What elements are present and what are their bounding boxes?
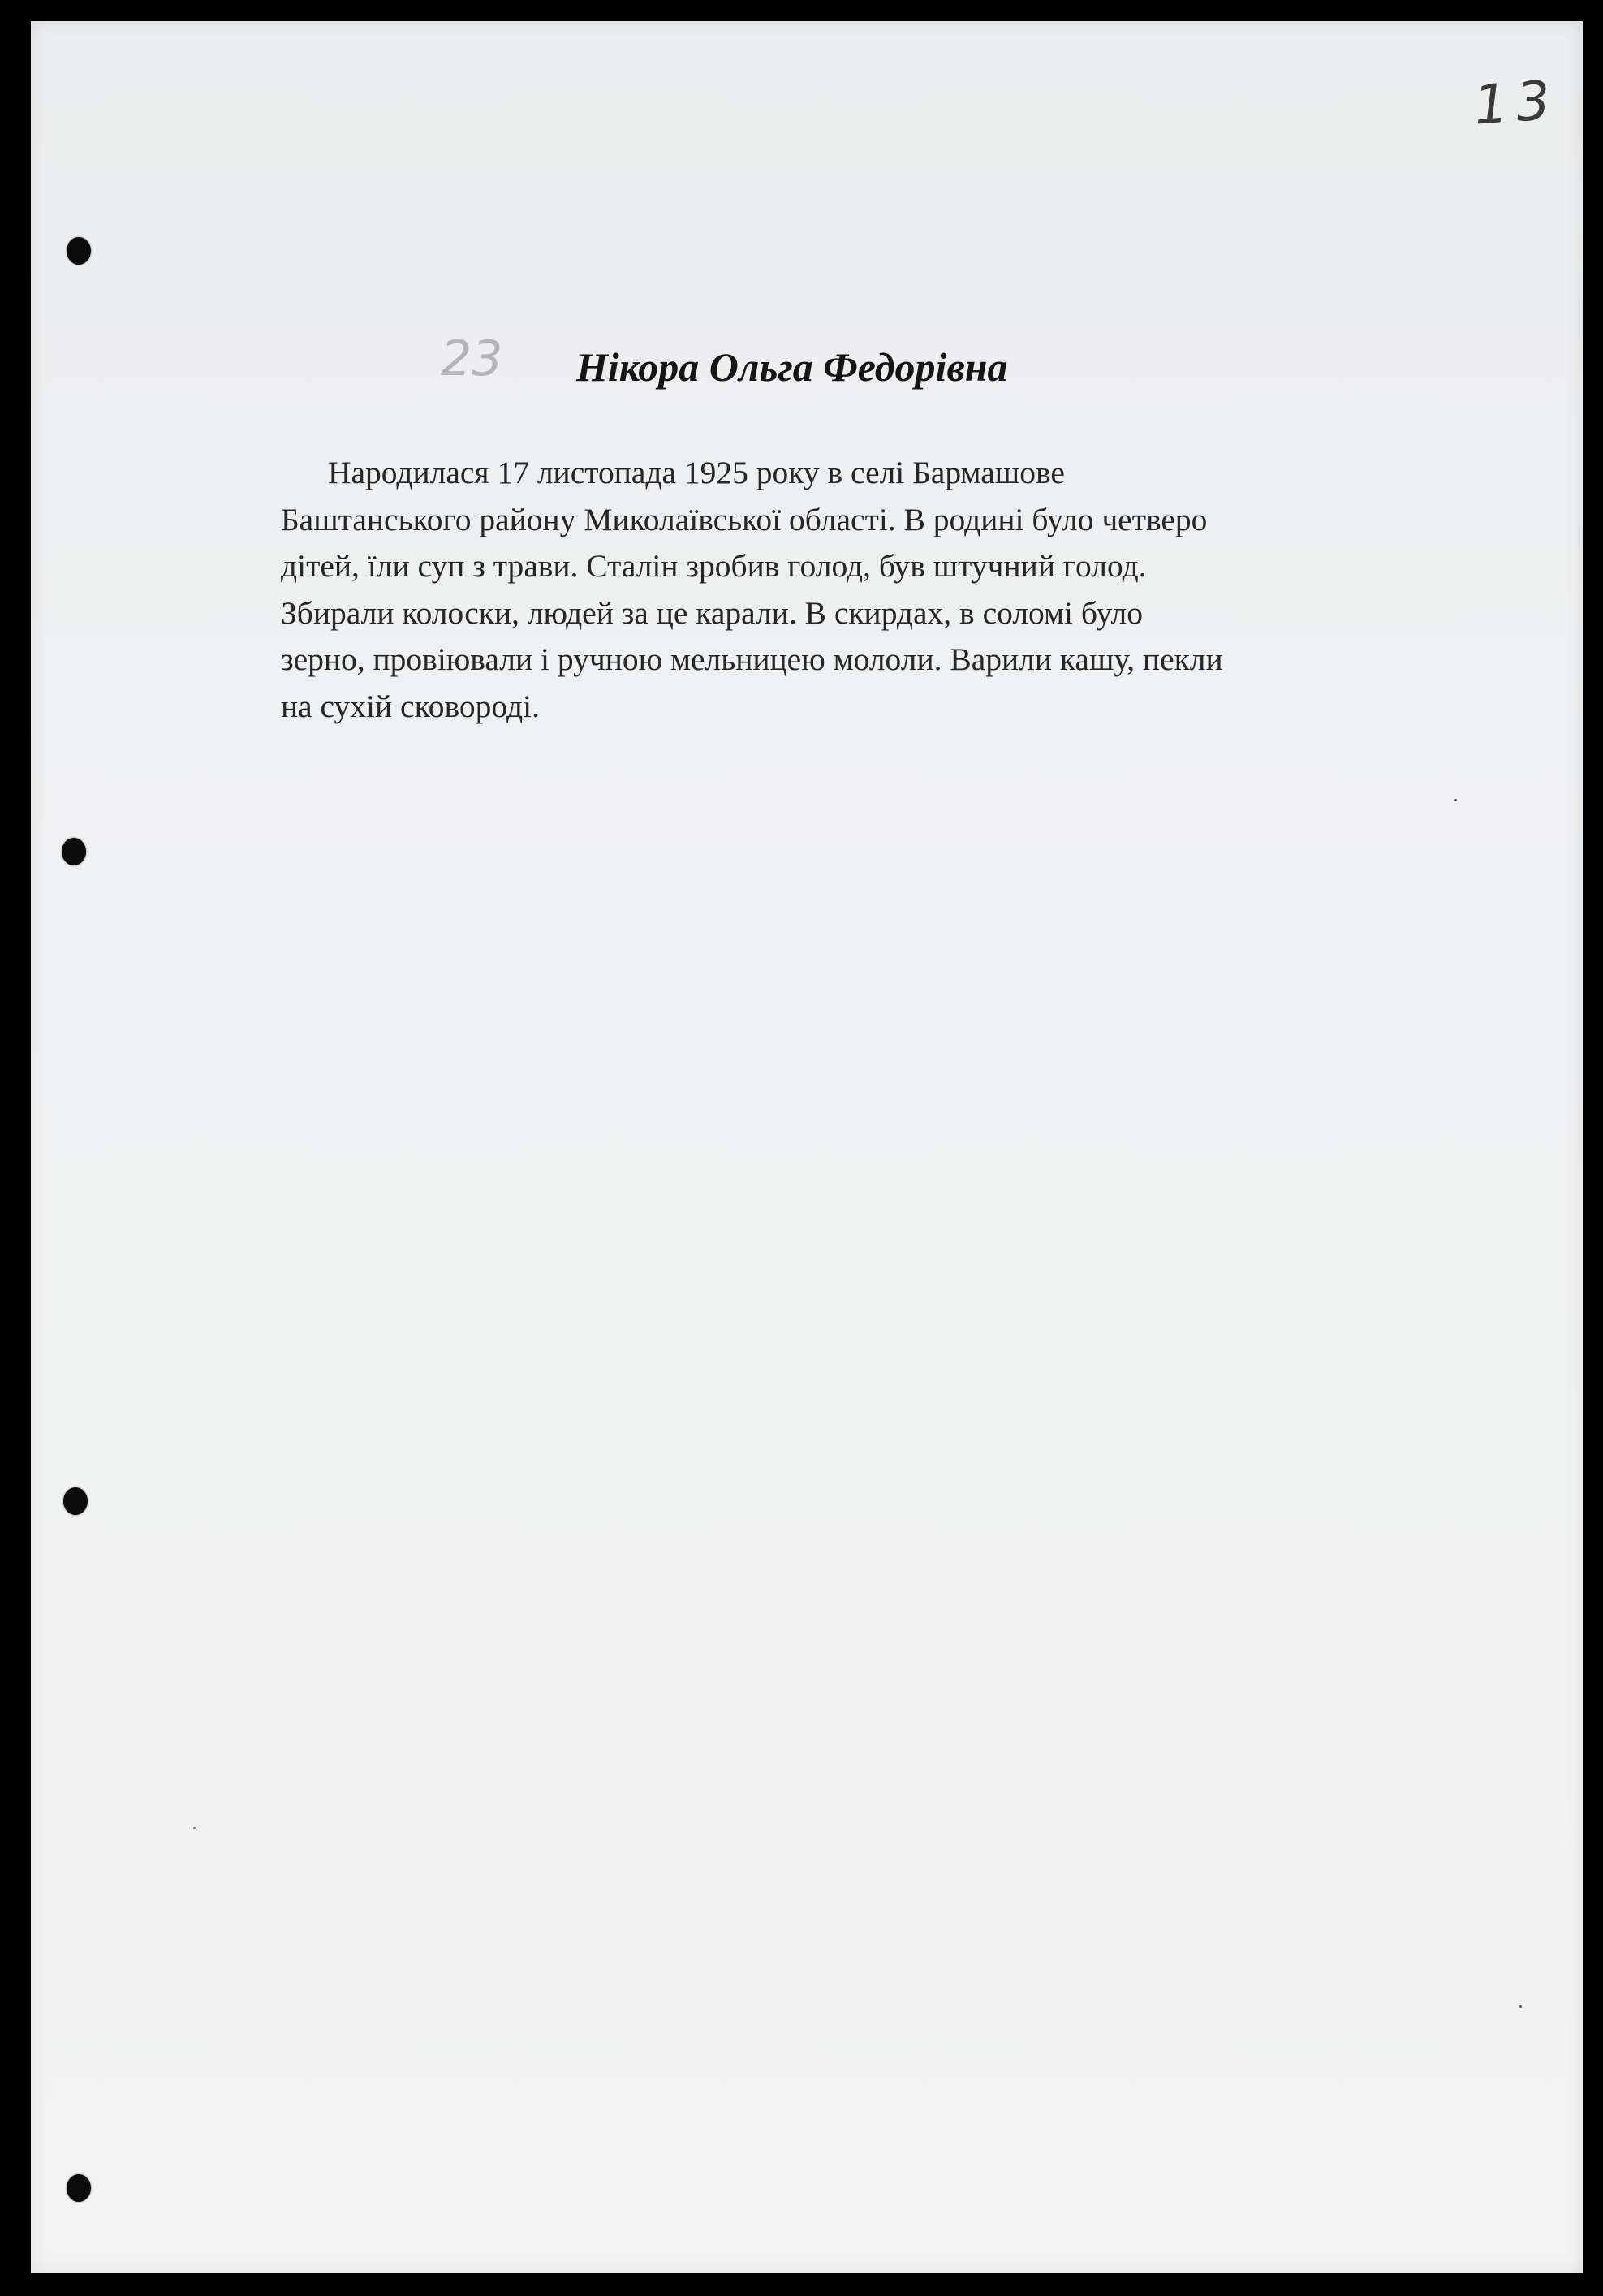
- dust-speck: [1519, 2005, 1522, 2008]
- punch-hole: [67, 2174, 91, 2202]
- handwritten-page-number: 13: [1472, 68, 1561, 137]
- handwritten-record-number: 23: [441, 330, 503, 387]
- body-line: на сухій сковороді.: [281, 688, 540, 724]
- punch-hole: [67, 237, 91, 265]
- body-line: Збирали колоски, людей за це карали. В скирдах, в соломі було: [281, 594, 1143, 631]
- body-line: зерно, провіювали і ручною мельницею мололи. Варили кашу, пекли: [281, 641, 1223, 677]
- dust-speck: [1454, 799, 1457, 801]
- body-line: Народилася 17 листопада 1925 року в селі Бармашове: [328, 455, 1065, 490]
- paper-sheet: [31, 21, 1583, 2273]
- body-line: дітей, їли суп з трави. Сталін зробив голод, був штучний голод.: [281, 548, 1147, 584]
- dust-speck: [193, 1827, 196, 1829]
- body-paragraph: [281, 450, 1417, 730]
- body-line: Баштанського району Миколаївської області. В родині було четверо: [281, 501, 1208, 537]
- punch-hole: [62, 838, 86, 865]
- document-title: Нікора Ольга Федорівна: [576, 344, 1008, 390]
- punch-hole: [63, 1487, 88, 1515]
